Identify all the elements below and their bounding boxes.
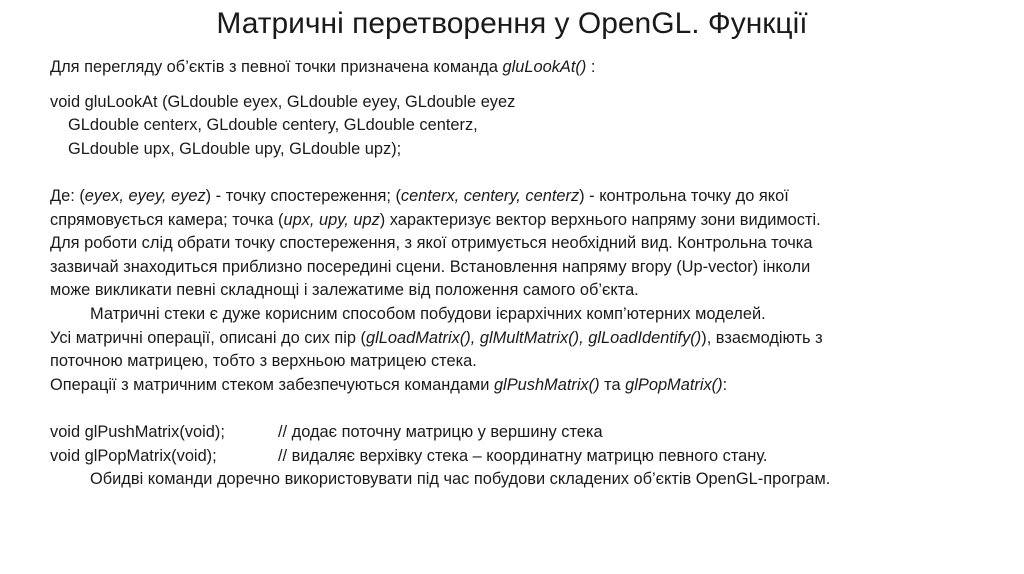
pop-comment: // видаляє верхівку стека – координатну матрицю певного стану. <box>278 446 768 465</box>
where-line-5: може викликати певні складнощі і залежатиме від положення самого об’єкта. <box>50 281 639 300</box>
stacks-l2-a: Усі матричні операції, описані до сих пір ( <box>50 328 367 347</box>
slide-body <box>50 56 994 492</box>
slide-title: Матричні перетворення у OpenGL. Функції <box>216 7 808 40</box>
stacks-line-2 <box>50 327 994 351</box>
stacks-line-1: Матричні стеки є дуже корисним способом побудови ієрархічних комп’ютерних моделей. <box>90 304 766 323</box>
where-l1-d: centerx, centery, centerz <box>400 186 580 205</box>
intro-end: : <box>586 58 596 76</box>
stacks-line-3: поточною матрицею, тобто з верхньою матрицею стека. <box>50 352 477 371</box>
where-l1-e: ) - контрольна точку до якої <box>579 186 789 205</box>
final-line: Обидві команди доречно використовувати під час побудови складених об’єктів OpenGL-програм. <box>90 470 831 489</box>
push-code: void glPushMatrix(void); <box>50 422 225 441</box>
stacks-line-4 <box>50 374 994 398</box>
where-line-2 <box>50 209 994 233</box>
push-comment: // додає поточну матрицю у вершину стека <box>278 422 603 441</box>
signature-line-1: void gluLookAt (GLdouble eyex, GLdouble eyey, GLdouble eyez <box>50 92 516 111</box>
stacks-l4-d: glPopMatrix() <box>625 375 723 394</box>
spacer <box>50 80 994 91</box>
where-l2-a: спрямовується камера; точка ( <box>50 210 284 229</box>
stacks-l2-b: glLoadMatrix(), glMultMatrix(), glLoadIdentify() <box>366 328 702 347</box>
where-l1-a: Де: ( <box>50 186 85 205</box>
where-l1-b: eyex, eyey, eyez <box>84 186 206 205</box>
where-line-3: Для роботи слід обрати точку спостереження, з якої отримується необхідний вид. Контрольна точка <box>50 234 813 253</box>
where-l1-c: ) - точку спостереження; ( <box>205 186 401 205</box>
signature-line-2: GLdouble centerx, GLdouble centery, GLdouble centerz, <box>68 116 478 135</box>
stacks-l4-a: Операції з матричним стеком забезпечуються командами <box>50 375 494 394</box>
intro-text: Для перегляду об’єктів з певної точки призначена команда <box>50 58 503 76</box>
intro-line <box>50 56 994 80</box>
where-line-4: зазвичай знаходиться приблизно посередині сцени. Встановлення напряму вгору (Up-vector) інколи <box>50 257 811 276</box>
stacks-l2-c: ), взаємодіють з <box>701 328 823 347</box>
where-l2-b: upx, upy, upz <box>283 210 380 229</box>
stacks-l4-c: та <box>599 375 626 394</box>
signature-line-3: GLdouble upx, GLdouble upy, GLdouble upz); <box>68 139 402 158</box>
intro-func: gluLookAt() <box>502 58 587 76</box>
where-l2-c: ) характеризує вектор верхнього напряму зони видимості. <box>379 210 821 229</box>
where-line-1 <box>50 185 994 209</box>
pop-code: void glPopMatrix(void); <box>50 446 217 465</box>
stacks-l4-e: : <box>722 375 728 394</box>
spacer <box>50 397 994 421</box>
push-line <box>50 421 994 445</box>
stacks-l4-b: glPushMatrix() <box>493 375 600 394</box>
spacer <box>50 161 994 185</box>
pop-line <box>50 445 994 469</box>
